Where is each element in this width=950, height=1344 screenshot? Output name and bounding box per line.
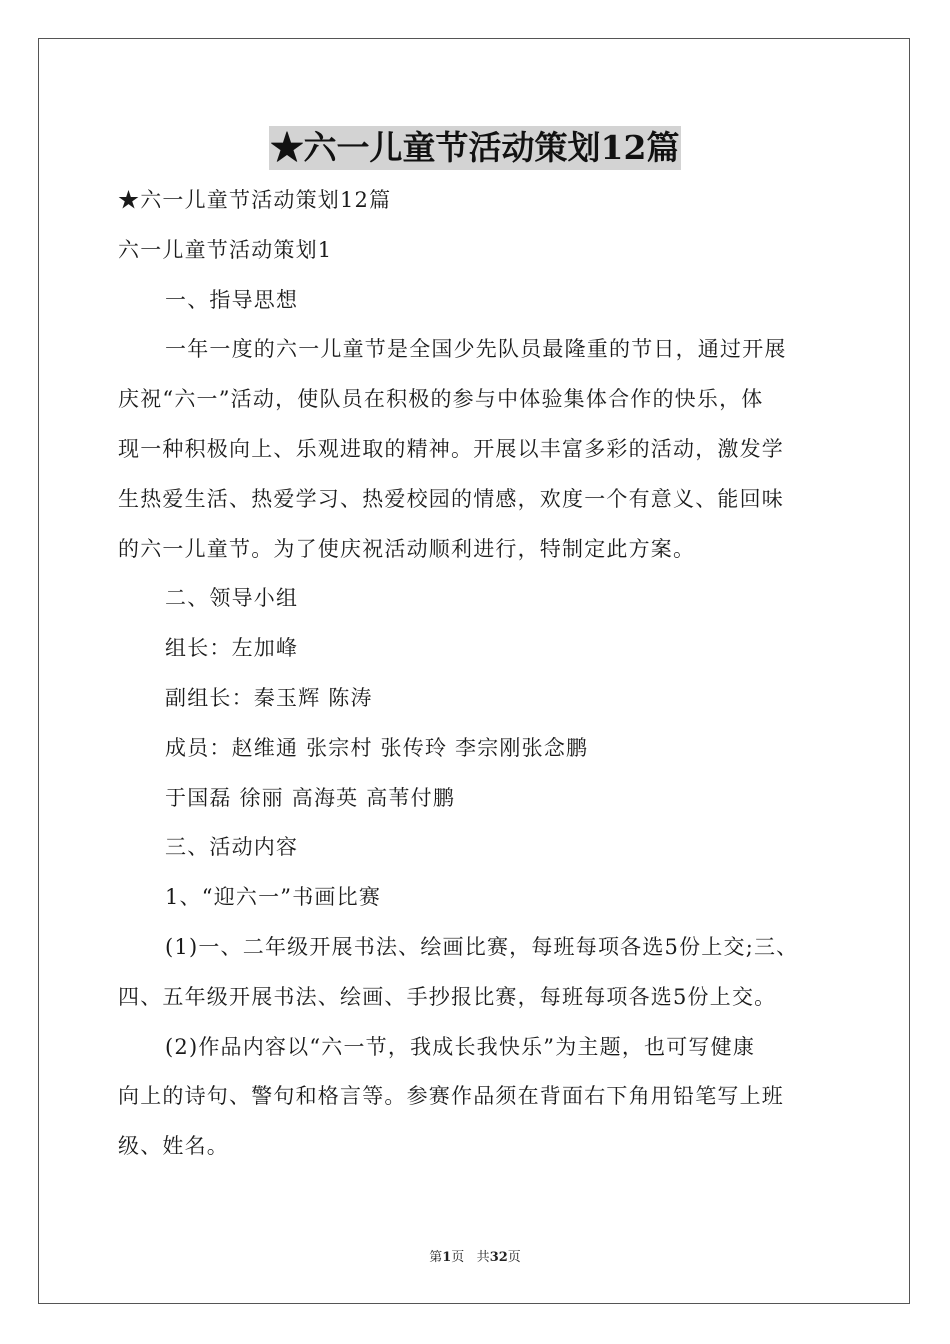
total-pages: 32	[489, 1250, 508, 1265]
paragraph-line: 级、姓名。	[118, 1134, 229, 1159]
paragraph-line: ★六一儿童节活动策划12篇	[118, 188, 392, 212]
paragraph-line: 现一种积极向上、乐观进取的精神。开展以丰富多彩的活动，激发学	[118, 436, 784, 461]
paragraph-line: 四、五年级开展书法、绘画、手抄报比赛，每班每项各选5份上交。	[118, 984, 777, 1009]
paragraph-line: (2)作品内容以“六一节，我成长我快乐”为主题，也可写健康	[165, 1034, 756, 1059]
document-title: ★六一儿童节活动策划12篇	[269, 126, 682, 170]
paragraph-line: (1)一、二年级开展书法、绘画比赛，每班每项各选5份上交;三、	[165, 934, 799, 959]
paragraph-line: 一年一度的六一儿童节是全国少先队员最隆重的节日，通过开展	[165, 337, 787, 362]
paragraph-line: 成员：赵维通 张宗村 张传玲 李宗刚张念鹏	[165, 735, 589, 760]
page-number: 1	[442, 1250, 452, 1265]
paragraph-line: 组长：左加峰	[165, 636, 299, 661]
paragraph-line: 庆祝“六一”活动，使队员在积极的参与中体验集体合作的快乐，体	[118, 387, 764, 412]
title-container	[0, 126, 950, 170]
paragraph-line: 二、领导小组	[165, 586, 299, 611]
paragraph-line: 的六一儿童节。为了使庆祝活动顺利进行，特制定此方案。	[118, 536, 696, 561]
total-prefix: 共	[476, 1250, 490, 1265]
paragraph-line: 一、指导思想	[165, 287, 299, 312]
paragraph-line: 副组长：秦玉辉 陈涛	[165, 685, 373, 710]
document-body	[118, 176, 858, 1172]
total-suffix: 页	[507, 1250, 521, 1265]
paragraph-line: 六一儿童节活动策划1	[118, 237, 333, 262]
page-prefix: 第	[429, 1250, 443, 1265]
page-footer	[0, 1246, 950, 1265]
paragraph-line: 三、活动内容	[165, 835, 299, 860]
paragraph-line: 向上的诗句、警句和格言等。参赛作品须在背面右下角用铅笔写上班	[118, 1084, 784, 1109]
paragraph-line: 生热爱生活、热爱学习、热爱校园的情感，欢度一个有意义、能回味	[118, 486, 784, 511]
paragraph-line: 于国磊 徐丽 高海英 高苇付鹏	[165, 785, 456, 810]
page-suffix: 页	[451, 1250, 465, 1265]
paragraph-line: 1、“迎六一”书画比赛	[165, 885, 382, 910]
